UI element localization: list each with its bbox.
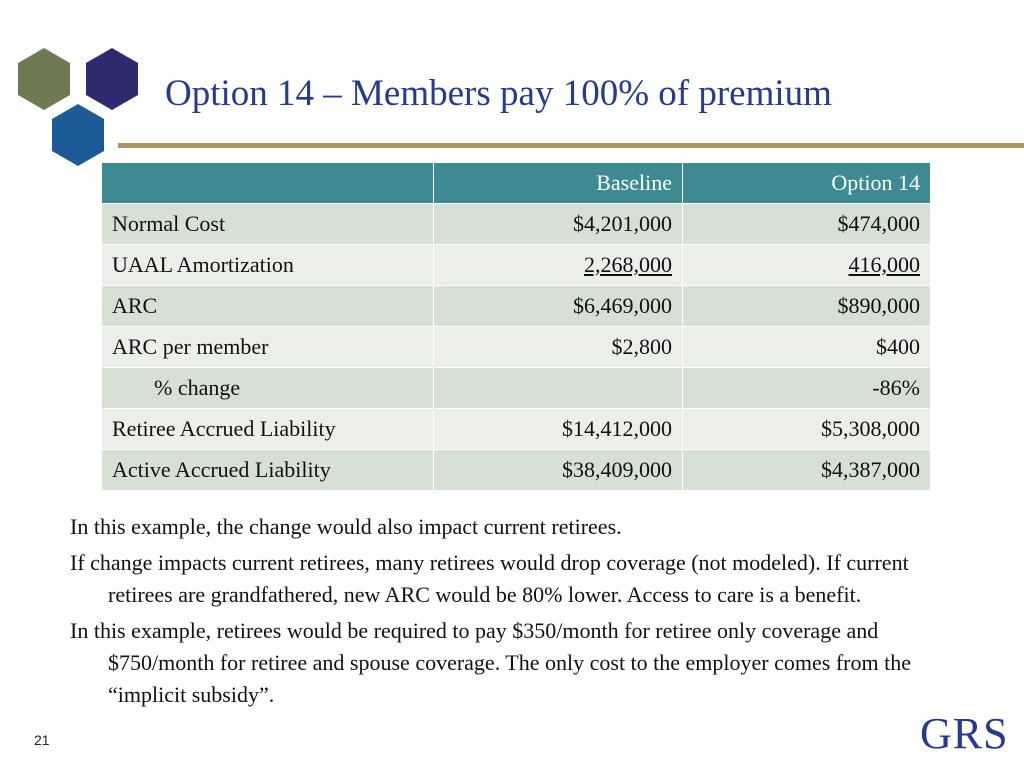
- baseline-value: [434, 368, 683, 409]
- option14-value: -86%: [683, 368, 931, 409]
- table-row: [102, 327, 931, 368]
- comparison-table: [101, 162, 931, 491]
- purple-hexagon: [86, 48, 138, 110]
- baseline-value: [434, 245, 683, 286]
- table-header-row: [102, 163, 931, 204]
- option14-value-underlined: 416,000: [848, 252, 920, 277]
- row-label: Retiree Accrued Liability: [102, 409, 434, 450]
- option14-value: $890,000: [683, 286, 931, 327]
- option14-value: $5,308,000: [683, 409, 931, 450]
- option14-value: $474,000: [683, 204, 931, 245]
- option14-value: [683, 245, 931, 286]
- header-baseline: Baseline: [434, 163, 683, 204]
- note-item: If change impacts current retirees, many retirees would drop coverage (not modeled). If current retirees are grandfathered, new ARC would be 80% lower. Access to care is a benefit.: [70, 550, 909, 607]
- option14-value: $4,387,000: [683, 450, 931, 491]
- olive-hexagon: [18, 48, 70, 110]
- baseline-value: $38,409,000: [434, 450, 683, 491]
- row-label: % change: [102, 368, 434, 409]
- table-row: [102, 245, 931, 286]
- hexagon-logo: [8, 46, 148, 166]
- baseline-value: $6,469,000: [434, 286, 683, 327]
- option14-value: $400: [683, 327, 931, 368]
- title-divider: [118, 143, 1024, 148]
- baseline-value-underlined: 2,268,000: [584, 252, 672, 277]
- note-item: In this example, the change would also impact current retirees.: [70, 514, 622, 539]
- baseline-value: $4,201,000: [434, 204, 683, 245]
- table-row: [102, 409, 931, 450]
- grs-logo: GRS: [920, 709, 1009, 758]
- table-row: [102, 368, 931, 409]
- row-label: UAAL Amortization: [102, 245, 434, 286]
- table-row: [102, 450, 931, 491]
- header-label-cell: [102, 163, 434, 204]
- row-label: ARC per member: [102, 327, 434, 368]
- table-row: [102, 286, 931, 327]
- row-label: Active Accrued Liability: [102, 450, 434, 491]
- baseline-value: $14,412,000: [434, 409, 683, 450]
- notes-list: [70, 511, 970, 715]
- note-item: In this example, retirees would be required to pay $350/month for retiree only coverage and $750/month for retiree and spouse coverage. The only cost to the employer comes from the “implicit subsidy”.: [70, 618, 911, 707]
- slide-title: Option 14 – Members pay 100% of premium: [165, 73, 832, 114]
- blue-hexagon: [52, 104, 104, 166]
- row-label: ARC: [102, 286, 434, 327]
- baseline-value: $2,800: [434, 327, 683, 368]
- header-option14: Option 14: [683, 163, 931, 204]
- page-number: 21: [34, 732, 50, 748]
- row-label: Normal Cost: [102, 204, 434, 245]
- table-row: [102, 204, 931, 245]
